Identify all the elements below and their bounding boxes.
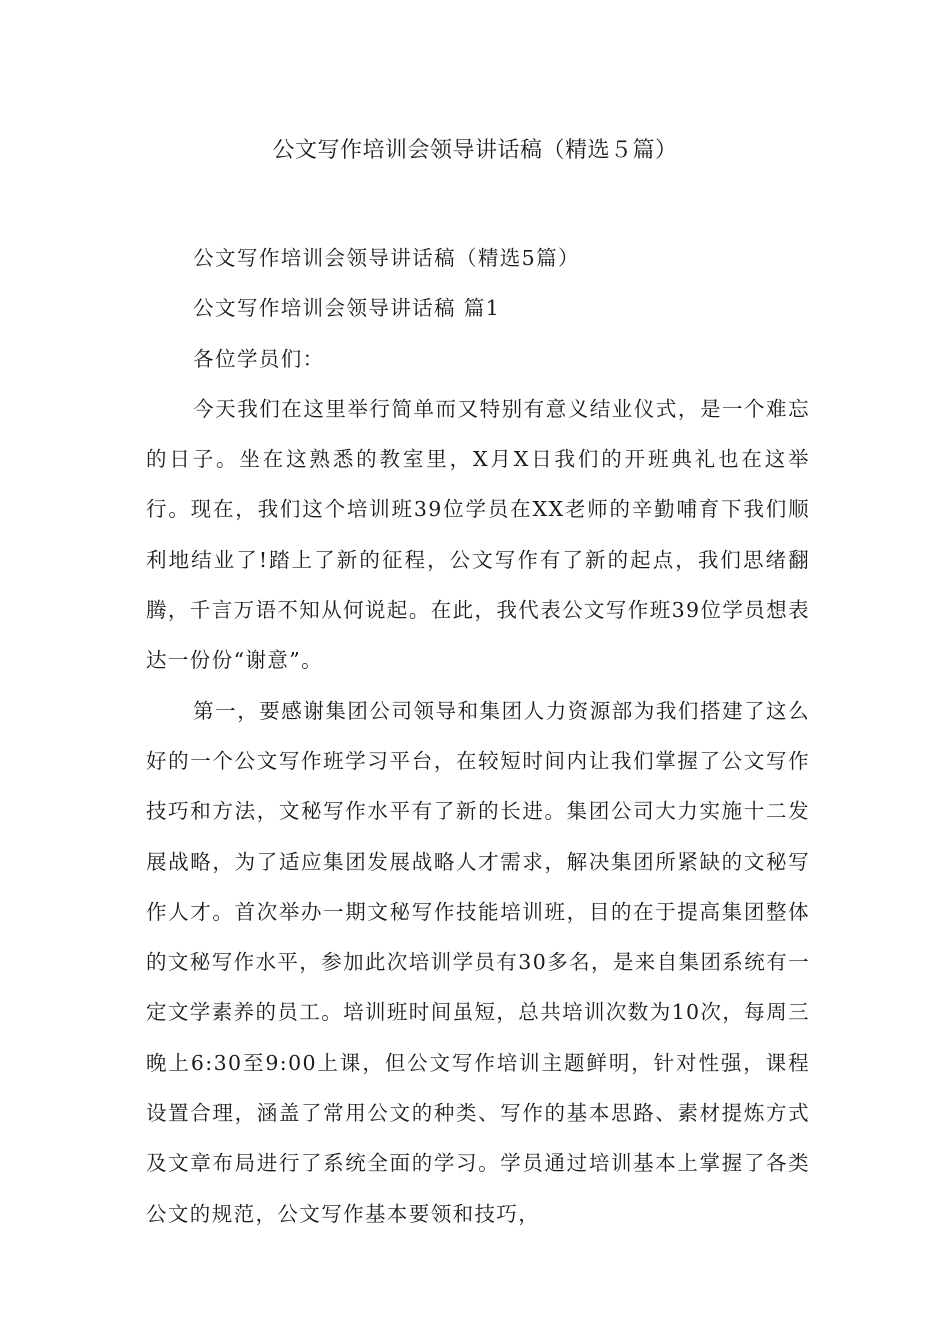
paragraph-salutation: 各位学员们：: [193, 346, 325, 371]
paragraph-subtitle: 公文写作培训会领导讲话稿（精选5篇）: [193, 246, 580, 270]
document-body: [146, 233, 810, 1239]
paragraph: 今天我们在这里举行简单而又特别有意义结业仪式，是一个难忘的日子。坐在这熟悉的教室里，X月X日我们的开班典礼也在这举行。现在，我们这个培训班39位学员在XX老师的辛勤哺育下我们顺利地结业了!踏上了新的征程，公文写作有了新的起点，我们思绪翻腾，千言万语不知从何说起。在此，我代表公文写作班39位学员想表达一份份“谢意”。: [146, 396, 810, 673]
document-title: 公文写作培训会领导讲话稿（精选５篇）: [272, 138, 678, 163]
paragraph-section-heading: 公文写作培训会领导讲话稿 篇1: [193, 296, 501, 321]
paragraph: 第一，要感谢集团公司领导和集团人力资源部为我们搭建了这么好的一个公文写作班学习平台，在较短时间内让我们掌握了公文写作技巧和方法，文秘写作水平有了新的长进。集团公司大力实施十二发展战略，为了适应集团发展战略人才需求，解决集团所紧缺的文秘写作人才。首次举办一期文秘写作技能培训班，目的在于提高集团整体的文秘写作水平，参加此次培训学员有30多名，是来自集团系统有一定文学素养的员工。培训班时间虽短，总共培训次数为10次，每周三晚上6:30至9:00上课，但公文写作培训主题鲜明，针对性强，课程设置合理，涵盖了常用公文的种类、写作的基本思路、素材提炼方式及文章布局进行了系统全面的学习。学员通过培训基本上掌握了各类公文的规范，公文写作基本要领和技巧，: [146, 698, 810, 1226]
